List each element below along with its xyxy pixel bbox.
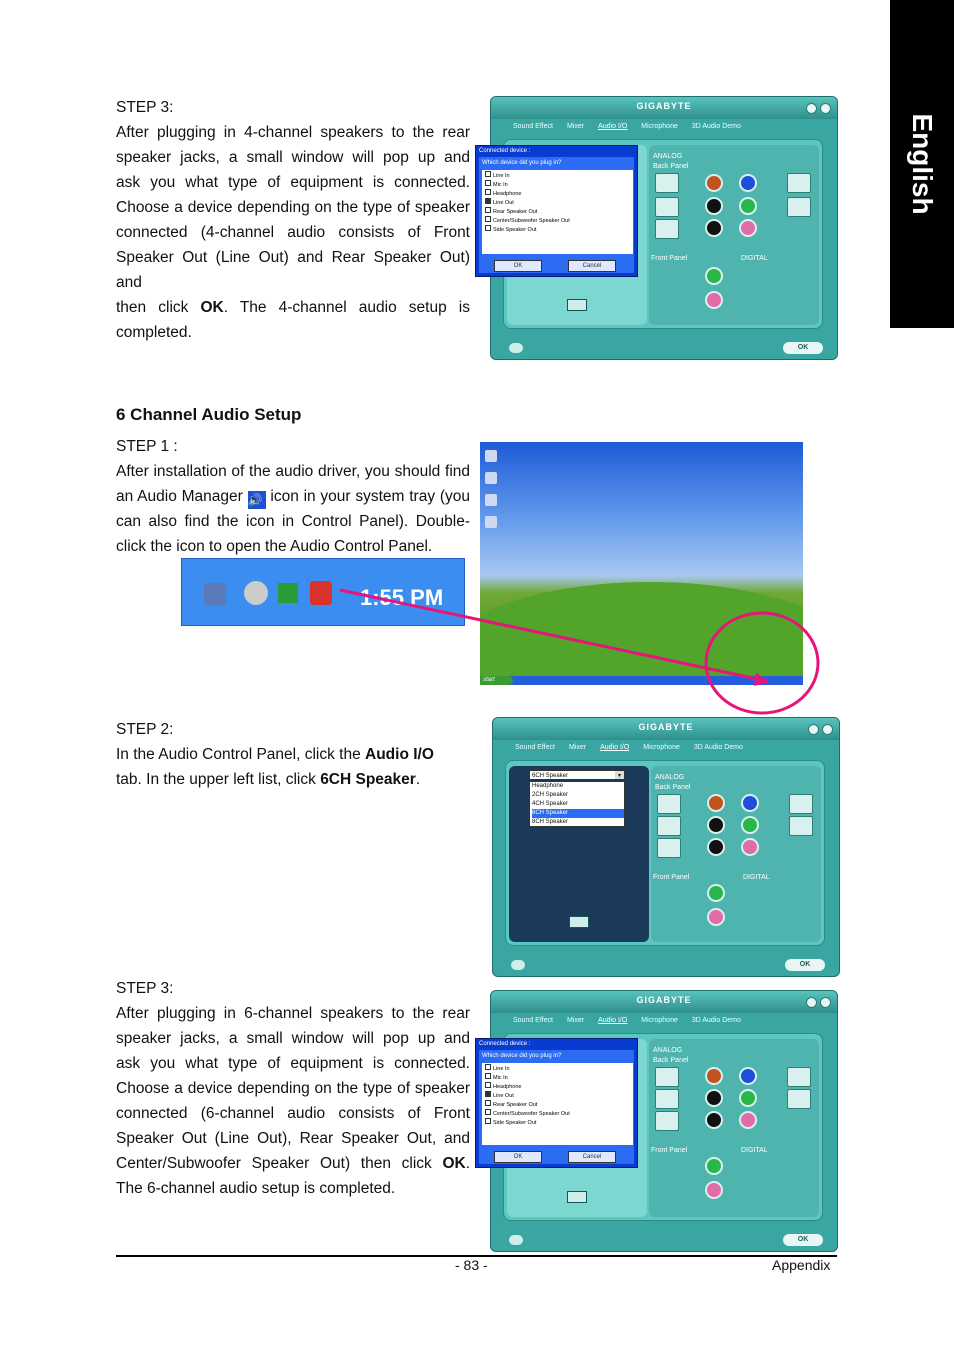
checkbox[interactable] <box>485 1064 491 1070</box>
tab-sound-effect[interactable]: Sound Effect <box>513 123 553 130</box>
front-jack-pink[interactable] <box>705 1181 723 1199</box>
speaker-config-options <box>529 781 625 827</box>
jack-black[interactable] <box>705 1111 723 1129</box>
select-option-highlighted[interactable]: 6CH Speaker <box>532 809 624 818</box>
step-label: STEP 1 : <box>116 438 178 455</box>
dialog-ok-button[interactable]: OK <box>494 260 542 272</box>
text-line: can also find the icon in Control Panel). Double- <box>116 513 470 530</box>
speaker-config-select[interactable] <box>529 770 625 780</box>
front-jack-pink[interactable] <box>707 908 725 926</box>
device-option-label: Rear Speaker Out <box>493 209 538 215</box>
line-in-icon <box>787 1067 811 1087</box>
back-panel-label: Back Panel <box>653 1057 689 1064</box>
panel-tabs <box>513 1017 755 1024</box>
dialog-question: Which device did you plug in? <box>482 160 562 166</box>
speaker-icon <box>657 816 681 836</box>
close-icon[interactable] <box>822 724 833 735</box>
panel-ok-button[interactable]: OK <box>785 959 825 971</box>
device-option-label: Line Out <box>493 200 514 206</box>
dialog-cancel-button[interactable]: Cancel <box>568 1151 616 1163</box>
checkbox[interactable] <box>485 1073 491 1079</box>
select-option[interactable]: Headphone <box>532 783 564 789</box>
digital-label: DIGITAL <box>743 874 770 881</box>
text-line: The 6-channel audio setup is completed. <box>116 1180 396 1197</box>
dialog-title: Connected device : <box>479 1041 531 1047</box>
speaker-icon <box>657 794 681 814</box>
checkbox[interactable] <box>485 1109 491 1115</box>
select-option[interactable]: 8CH Speaker <box>532 819 569 825</box>
panel-title-bar <box>493 718 839 740</box>
checkbox[interactable] <box>485 1100 491 1106</box>
digital-label: DIGITAL <box>741 1147 768 1154</box>
tab-mixer[interactable]: Mixer <box>568 744 587 751</box>
chevron-down-icon[interactable]: ▾ <box>615 771 624 779</box>
device-option[interactable] <box>485 1100 630 1109</box>
device-option[interactable] <box>485 1073 630 1082</box>
ok-emphasis: OK <box>200 299 224 316</box>
select-option[interactable]: 2CH Speaker <box>532 792 569 798</box>
front-panel-label: Front Panel <box>651 255 688 262</box>
text-line: click the icon to open the Audio Control Panel. <box>116 538 433 555</box>
text-line: After plugging in 4-channel speakers to the rear <box>116 124 470 141</box>
text-line: Choose a device depending on the type of speaker <box>116 1080 470 1097</box>
audio-manager-icon: 🔊 <box>248 491 266 509</box>
jack-pink[interactable] <box>741 838 759 856</box>
text-line: Speaker Out (Line Out) and Rear Speaker Out) and <box>116 249 470 291</box>
tab-microphone[interactable]: Microphone <box>641 1017 678 1024</box>
line-in-icon <box>789 794 813 814</box>
minimize-icon[interactable] <box>808 724 819 735</box>
dialog-question: Which device did you plug in? <box>482 1053 562 1059</box>
tab-mixer[interactable]: Mixer <box>566 123 585 130</box>
help-button[interactable] <box>511 960 525 970</box>
tab-sound-effect[interactable]: Sound Effect <box>515 744 555 751</box>
step-label: STEP 3: <box>116 980 174 997</box>
window-buttons[interactable] <box>805 722 833 740</box>
device-option[interactable] <box>485 1118 630 1127</box>
select-value: 6CH Speaker <box>532 773 569 779</box>
digital-label: DIGITAL <box>741 255 768 262</box>
audio-control-panel-dropdown <box>492 717 840 977</box>
tab-3d-audio-demo[interactable]: 3D Audio Demo <box>691 1017 741 1024</box>
back-panel-label: Back Panel <box>655 784 691 791</box>
speaker-icon <box>789 816 813 836</box>
page-number: - 83 - <box>455 1257 488 1273</box>
jack-orange[interactable] <box>705 1067 723 1085</box>
device-option-label: Line Out <box>493 1093 514 1099</box>
text-line: speaker jacks, a small window will pop up and <box>116 1030 470 1047</box>
dialog-ok-button[interactable]: OK <box>494 1151 542 1163</box>
jack-green[interactable] <box>741 816 759 834</box>
select-option[interactable]: 4CH Speaker <box>532 801 569 807</box>
tab-microphone[interactable]: Microphone <box>641 123 678 130</box>
speaker-icon <box>657 838 681 858</box>
text-fragment: then click <box>116 299 201 316</box>
device-option-label: Line In <box>493 1066 510 1072</box>
speaker-icon <box>655 1111 679 1131</box>
tab-sound-effect[interactable]: Sound Effect <box>513 1017 553 1024</box>
text-fragment: tab. In the upper left list, click <box>116 771 321 788</box>
six-channel-step2 <box>116 717 470 792</box>
device-option[interactable] <box>485 1109 630 1118</box>
panel-ok-button[interactable]: OK <box>783 1234 823 1246</box>
clock-time: 1:55 PM <box>360 585 444 610</box>
device-option-label: Center/Subwoofer Speaker Out <box>493 1111 570 1117</box>
jack-black[interactable] <box>707 816 725 834</box>
text-fragment: . <box>465 1155 470 1172</box>
text-fragment: an Audio Manager <box>116 488 243 505</box>
text-line: After plugging in 6-channel speakers to the rear <box>116 1005 470 1022</box>
text-line: connected (4-channel audio consists of Front <box>116 224 470 241</box>
analog-label: ANALOG <box>653 153 683 160</box>
text-line: ask you what type of equipment is connected. <box>116 1055 470 1072</box>
speaker-icon <box>787 1089 811 1109</box>
text-line <box>116 767 470 792</box>
text-line <box>116 1151 470 1176</box>
footer-section: Appendix <box>772 1257 831 1273</box>
device-option-label: Center/Subwoofer Speaker Out <box>493 218 570 224</box>
checkbox[interactable] <box>485 1118 491 1124</box>
tab-3d-audio-demo[interactable]: 3D Audio Demo <box>693 744 743 751</box>
text-fragment: . <box>415 771 421 788</box>
text-fragment: Center/Subwoofer Speaker Out) then click <box>116 1155 443 1172</box>
device-option-label: Side Speaker Out <box>493 227 537 233</box>
device-option-label: Line In <box>493 173 510 179</box>
audio-io-emphasis: Audio I/O <box>365 746 434 763</box>
brand-logo: GIGABYTE <box>636 101 692 111</box>
connected-device-dialog <box>475 1038 638 1168</box>
device-option-label: Side Speaker Out <box>493 1120 537 1126</box>
jack-blue[interactable] <box>739 1067 757 1085</box>
start-button[interactable]: start <box>480 676 513 685</box>
analog-label: ANALOG <box>655 774 685 781</box>
text-line: Speaker Out (Line Out), Rear Speaker Out, and <box>116 1130 470 1147</box>
close-icon[interactable] <box>820 997 831 1008</box>
tab-audio-io[interactable]: Audio I/O <box>598 123 628 130</box>
text-line: connected (6-channel audio consists of Front <box>116 1105 470 1122</box>
help-button[interactable] <box>509 1235 523 1245</box>
jack-blue[interactable] <box>741 794 759 812</box>
text-fragment: icon in your system tray (you <box>270 488 471 505</box>
device-list <box>482 1063 633 1145</box>
text-line <box>116 742 470 767</box>
tab-audio-io[interactable]: Audio I/O <box>600 744 630 751</box>
front-jack-green[interactable] <box>707 884 725 902</box>
speaker-icon <box>655 1089 679 1109</box>
text-line: completed. <box>116 324 192 341</box>
device-option-label: Headphone <box>493 1084 522 1090</box>
step-label: STEP 2: <box>116 721 174 738</box>
highlight-circle <box>706 613 818 713</box>
jack-orange[interactable] <box>707 794 725 812</box>
front-jack-green[interactable] <box>705 1157 723 1175</box>
arrow-head <box>754 673 770 686</box>
brand-logo: GIGABYTE <box>638 722 694 732</box>
jack-black[interactable] <box>707 838 725 856</box>
checkbox-checked[interactable] <box>485 1091 491 1097</box>
tab-3d-audio-demo[interactable]: 3D Audio Demo <box>691 123 741 130</box>
device-option[interactable] <box>485 1082 630 1091</box>
dialog-cancel-button[interactable]: Cancel <box>568 260 616 272</box>
minimize-icon[interactable] <box>806 997 817 1008</box>
jack-pink[interactable] <box>739 1111 757 1129</box>
panel-tabs <box>515 744 757 751</box>
checkbox[interactable] <box>485 1082 491 1088</box>
jack-green[interactable] <box>739 1089 757 1107</box>
play-button[interactable] <box>567 1191 587 1203</box>
tab-audio-io[interactable]: Audio I/O <box>598 1017 628 1024</box>
jack-black[interactable] <box>705 1089 723 1107</box>
language-tab-label: English <box>907 113 938 215</box>
panel-title-bar <box>491 991 837 1013</box>
brand-logo: GIGABYTE <box>636 995 692 1005</box>
front-panel-label: Front Panel <box>653 874 690 881</box>
device-option-label: Mic In <box>493 182 508 188</box>
section-heading: 6 Channel Audio Setup <box>116 405 302 424</box>
device-option-label: Rear Speaker Out <box>493 1102 538 1108</box>
speaker-icon <box>655 1067 679 1087</box>
window-buttons[interactable] <box>803 995 831 1013</box>
back-panel-label: Back Panel <box>653 163 689 170</box>
device-option[interactable] <box>485 1091 630 1100</box>
analog-label: ANALOG <box>653 1047 683 1054</box>
device-option-label: Mic In <box>493 1075 508 1081</box>
text-fragment: In the Audio Control Panel, click the <box>116 746 366 763</box>
play-button[interactable] <box>569 916 589 928</box>
panel-ok-button[interactable]: OK <box>783 342 823 354</box>
six-channel-step3 <box>116 976 470 1201</box>
front-panel-label: Front Panel <box>651 1147 688 1154</box>
text-line: speaker jacks, a small window will pop up and <box>116 149 470 166</box>
device-option[interactable] <box>485 1064 630 1073</box>
text-fragment: . The 4-channel audio setup is <box>223 299 470 316</box>
step-label: STEP 3: <box>116 99 174 116</box>
tab-microphone[interactable]: Microphone <box>643 744 680 751</box>
device-option-label: Headphone <box>493 191 522 197</box>
text-line: After installation of the audio driver, you should find <box>116 463 470 480</box>
text-line: ask you what type of equipment is connected. <box>116 174 470 191</box>
callout-arrow <box>340 590 762 680</box>
tab-mixer[interactable]: Mixer <box>566 1017 585 1024</box>
dialog-title: Connected device : <box>479 148 531 154</box>
ok-emphasis: OK <box>442 1155 466 1172</box>
text-line: Choose a device depending on the type of speaker <box>116 199 470 216</box>
6ch-speaker-emphasis: 6CH Speaker <box>320 771 416 788</box>
